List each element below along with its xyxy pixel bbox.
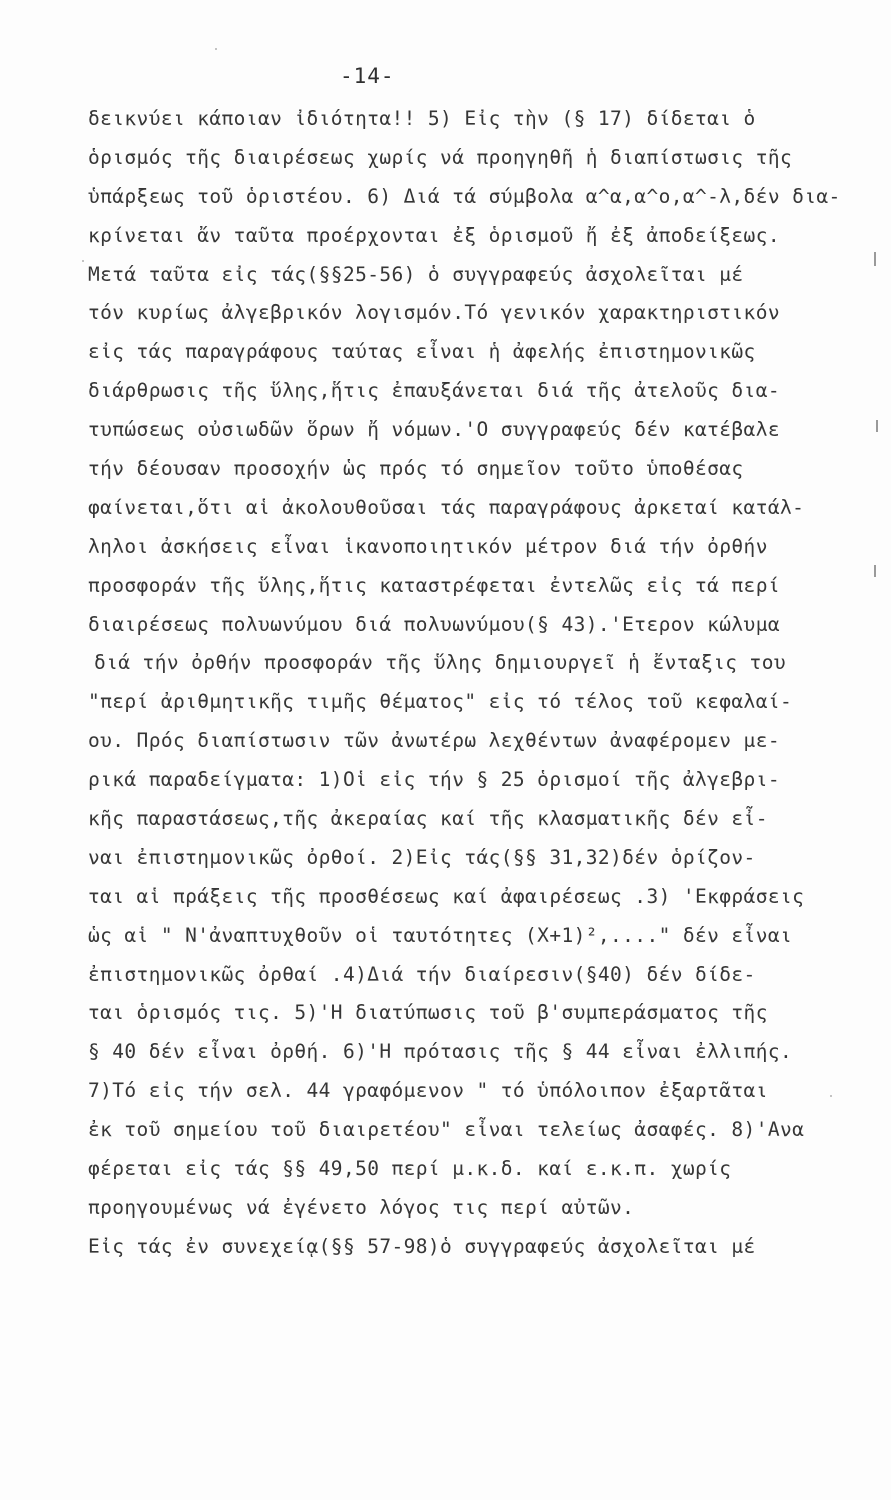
text-line: τήν δέουσαν προσοχήν ὡς πρός τό σημεῖον τοῦτο ὑποθέσας (88, 457, 744, 481)
text-line: ρικά παραδείγματα: 1)Οἱ εἰς τήν § 25 ὁρισμοί τῆς ἀλγεβρι- (88, 768, 780, 792)
margin-mark (874, 252, 876, 266)
text-line: τυπώσεως οὐσιωδῶν ὅρων ἤ νόμων.'Ο συγγραφεύς δέν κατέβαλε (88, 418, 780, 442)
text-line: ὡς αἱ " Ν'ἀναπτυχθοῦν οἱ ταυτότητες (Χ+1)²,...." δέν εἶναι (88, 923, 793, 947)
text-line: "περί ἀριθμητικῆς τιμῆς θέματος" εἰς τό τέλος τοῦ κεφαλαί- (88, 690, 793, 714)
text-line: ἐκ τοῦ σημείου τοῦ διαιρετέου" εἶναι τελείως ἀσαφές. 8)'Ανα (88, 1118, 805, 1142)
text-line: διά τήν ὀρθήν προσφοράν τῆς ὕλης δημιουργεῖ ἡ ἔνταξις του (94, 651, 786, 675)
text-line: 7)Τό εἰς τήν σελ. 44 γραφόμενον " τό ὑπόλοιπον ἐξαρτᾶται (88, 1079, 768, 1103)
text-line: διάρθρωσις τῆς ὕλης,ἥτις ἐπαυξάνεται διά τῆς ἀτελοῦς δια- (88, 379, 780, 403)
text-line: φέρεται εἰς τάς §§ 49,50 περί μ.κ.δ. καί ε.κ.π. χωρίς (88, 1157, 732, 1181)
text-line: ου. Πρός διαπίστωσιν τῶν ἀνωτέρω λεχθέντων ἀναφέρομεν με- (88, 729, 780, 753)
text-line: ται αἱ πράξεις τῆς προσθέσεως καί ἀφαιρέσεως .3) 'Εκφράσεις (88, 884, 805, 908)
text-line: δεικνύει κάποιαν ἰδιότητα!! 5) Εἰς τὴν (§ 17) δίδεται ὁ (88, 107, 756, 130)
text-line: ληλοι ἀσκήσεις εἶναι ἱκανοποιητικόν μέτρον διά τήν ὀρθήν (88, 534, 768, 558)
margin-mark (876, 420, 878, 432)
text-line: προηγουμένως νά ἐγένετο λόγος τις περί αὐτῶν. (88, 1195, 635, 1219)
text-line: προσφοράν τῆς ὕλης,ἥτις καταστρέφεται ἐντελῶς εἰς τά περί (88, 573, 780, 597)
text-line: ναι ἐπιστημονικῶς ὀρθοί. 2)Εἰς τάς(§§ 31,32)δέν ὁρίζον- (88, 845, 756, 869)
text-line: Εἰς τάς ἐν συνεχείᾳ(§§ 57-98)ὁ συγγραφεύς ἀσχολεῖται μέ (88, 1234, 756, 1258)
text-line: § 40 δέν εἶναι ὀρθή. 6)'Η πρότασις τῆς § 44 εἶναι ἐλλιπής. (88, 1040, 793, 1064)
scan-speck (82, 260, 84, 262)
page-number: -14- (340, 64, 395, 88)
text-line: ἐπιστημονικῶς ὀρθαί .4)Διά τήν διαίρεσιν(§40) δέν δίδε- (88, 962, 756, 986)
text-line: Μετά ταῦτα εἰς τάς(§§25-56) ὁ συγγραφεύς ἀσχολεῖται μέ (88, 262, 744, 286)
text-line: εἰς τάς παραγράφους ταύτας εἶναι ἡ ἀφελής ἐπιστημονικῶς (88, 340, 756, 364)
margin-mark (874, 565, 876, 577)
text-line: ὁρισμός τῆς διαιρέσεως χωρίς νά προηγηθῆ ἡ διαπίστωσις τῆς (88, 145, 793, 169)
body-text (88, 100, 878, 1267)
text-line: διαιρέσεως πολυωνύμου διά πολυωνύμου(§ 43).'Ετερον κώλυμα (88, 612, 780, 636)
text-line: ται ὁρισμός τις. 5)'Η διατύπωσις τοῦ β'συμπεράσματος τῆς (88, 1001, 768, 1025)
text-line: ὑπάρξεως τοῦ ὁριστέου. 6) Διά τά σύμβολα α^α,α^ο,α^-λ,δέν δια- (88, 184, 841, 208)
text-line: κρίνεται ἄν ταῦτα προέρχονται ἐξ ὁρισμοῦ ἤ ἐξ ἀποδείξεως. (88, 223, 780, 247)
scan-speck (830, 1095, 832, 1097)
text-line: τόν κυρίως ἀλγεβρικόν λογισμόν.Τό γενικόν χαρακτηριστικόν (88, 301, 780, 325)
scan-speck (215, 48, 217, 50)
text-line: κῆς παραστάσεως,τῆς ἀκεραίας καί τῆς κλασματικῆς δέν εἶ- (88, 807, 768, 831)
text-line: φαίνεται,ὅτι αἱ ἀκολουθοῦσαι τάς παραγράφους ἀρκεταί κατάλ- (88, 495, 805, 519)
